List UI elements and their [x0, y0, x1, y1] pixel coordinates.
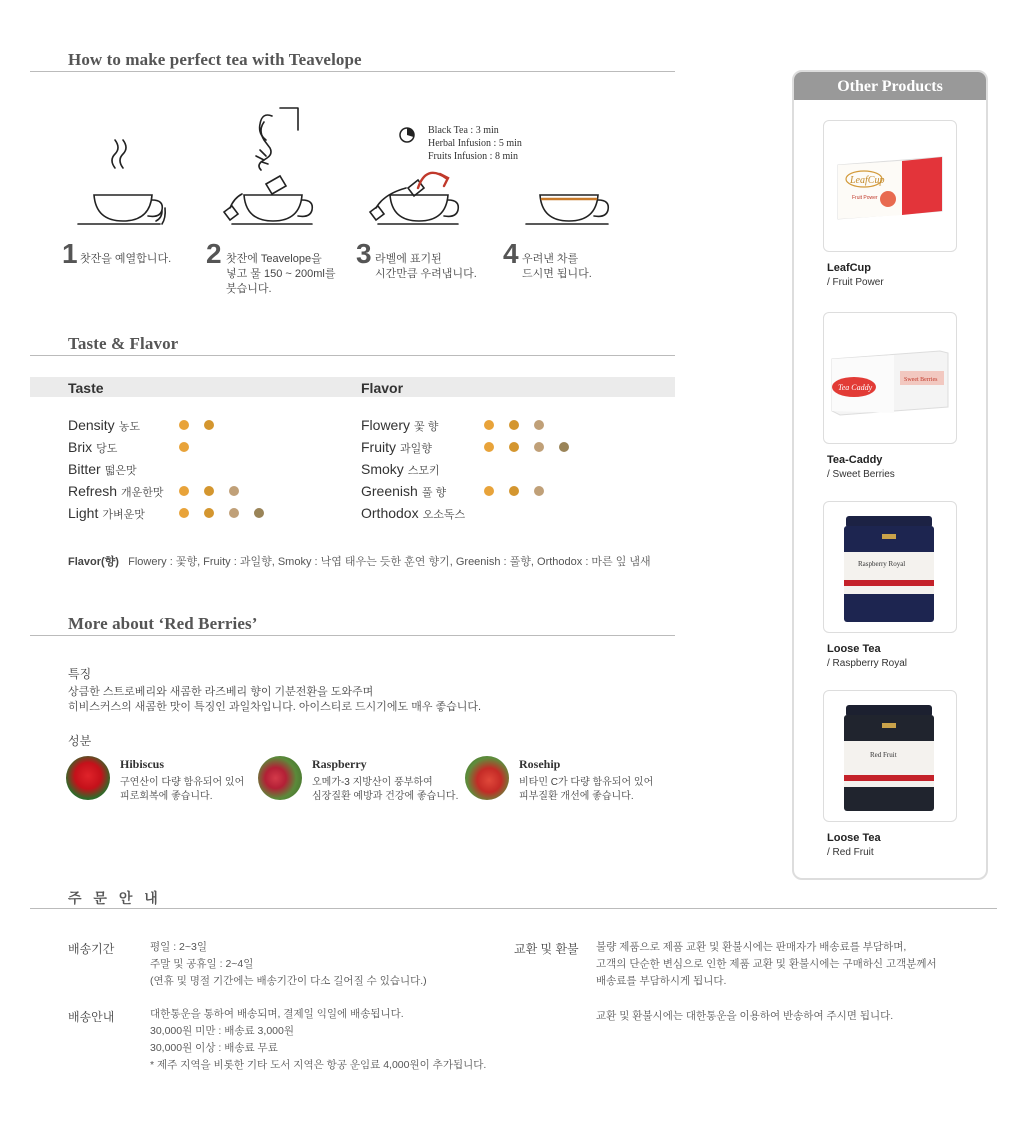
product-leafcup-thumbnail[interactable] [823, 120, 957, 252]
product-teacaddy-thumbnail[interactable] [823, 312, 957, 444]
taste-level-dot [179, 442, 189, 452]
steep-times [428, 124, 522, 163]
product-2-name[interactable]: Tea-Caddy [827, 454, 883, 466]
taste-label-ko: 가벼운맛 [102, 509, 145, 521]
taste-flavor-divider [30, 355, 675, 356]
flavor-row-smoky [361, 461, 440, 478]
more-about-title: More about ‘Red Berries’ [68, 614, 258, 633]
step-2-text: 찻잔에 Teavelope을 넣고 물 150 ~ 200ml를 붓습니다. [226, 253, 336, 295]
step-4-number: 4 [503, 238, 519, 269]
flavor-row-fruity [361, 439, 432, 456]
product-1-sub: / Fruit Power [827, 277, 884, 288]
flavor-label-ko: 풀 향 [421, 487, 447, 499]
order-info-title: 주 문 안 내 [68, 890, 162, 906]
timer-herbal: Herbal Infusion : 5 min [428, 138, 522, 149]
flavor-level-dot [484, 442, 494, 452]
flavor-label: Fruity [361, 439, 396, 455]
flavor-level-dot [484, 486, 494, 496]
step-4-text: 우려낸 차를 드시면 됩니다. [522, 253, 592, 280]
step-1-number: 1 [62, 238, 78, 269]
taste-label: Bitter [68, 461, 101, 477]
rosehip-name: Rosehip [519, 757, 561, 771]
hibiscus-name: Hibiscus [120, 757, 165, 771]
raspberry-desc: 오메가-3 지방산이 풍부하여 심장질환 예방과 건강에 좋습니다. [312, 777, 459, 802]
taste-row-refresh [68, 483, 164, 500]
leafcup-pack-sub: Fruit Power [852, 195, 878, 201]
taste-level-dot [254, 508, 264, 518]
step-1-text: 찻잔을 예열합니다. [80, 253, 172, 265]
taste-label: Light [68, 505, 99, 521]
taste-label: Refresh [68, 483, 118, 499]
flavor-label-ko: 꽃 향 [414, 421, 439, 433]
flavor-row-orthodox [361, 505, 465, 522]
flavor-legend-text: Flowery : 꽃향, Fruity : 과일향, Smoky : 낙엽 태우는 듯한 훈연 향기, Greenish : 풀향, Orthodox : 마른 잎 냄새 [128, 556, 651, 568]
flavor-label: Orthodox [361, 505, 419, 521]
flavor-level-dot [534, 442, 544, 452]
product-raspberry-royal-thumbnail[interactable] [823, 501, 957, 633]
flavor-row-greenish [361, 483, 446, 500]
flavor-label: Smoky [361, 461, 404, 477]
order-info-divider [30, 908, 997, 909]
teavelope-pour-icon [224, 108, 312, 224]
product-2-sub: / Sweet Berries [827, 469, 895, 480]
hibiscus-image [66, 756, 110, 800]
rosehip-desc: 비타민 C가 다량 함유되어 있어 피부질환 개선에 좋습니다. [519, 777, 654, 802]
taste-label: Density [68, 417, 115, 433]
taste-row-bitter [68, 461, 137, 478]
howto-divider [30, 71, 675, 72]
delivery-period-text: 평일 : 2~3일 주말 및 공휴일 : 2~4일 (연휴 및 명절 기간에는 배송기간이 다소 길어질 수 있습니다.) [150, 941, 427, 987]
step-3-number: 3 [356, 238, 372, 269]
flavor-level-dot [559, 442, 569, 452]
exchange-label: 교환 및 환불 [514, 942, 579, 956]
taste-label-ko: 당도 [96, 443, 118, 455]
feature-text: 상큼한 스트로베리와 새콤한 라즈베리 향이 기분전환을 도와주며 히비스커스의 새콤한 맛이 특징인 과일차입니다. 아이스티로 드시기에도 매우 좋습니다. [68, 686, 482, 713]
taste-flavor-title: Taste & Flavor [68, 334, 179, 353]
red-fruit-pack-text: Red Fruit [870, 751, 897, 759]
taste-level-dot [179, 486, 189, 496]
product-4-sub: / Red Fruit [827, 847, 874, 858]
steeping-cup-icon [370, 173, 458, 224]
howto-title: How to make perfect tea with Teavelope [68, 50, 362, 69]
step-3-text: 라벨에 표기된 시간만큼 우려냅니다. [375, 253, 477, 280]
flavor-legend-label: Flavor(향) [68, 556, 119, 568]
flavor-header: Flavor [361, 380, 404, 396]
raspberry-royal-pack-text: Raspberry Royal [858, 560, 906, 568]
flavor-level-dot [534, 486, 544, 496]
timer-icon [398, 126, 416, 144]
ready-tea-cup-icon [526, 195, 608, 224]
product-red-fruit-thumbnail[interactable] [823, 690, 957, 822]
step-2-number: 2 [206, 238, 222, 269]
taste-row-brix [68, 439, 117, 456]
flavor-legend [68, 553, 651, 569]
exchange-text: 불량 제품으로 제품 교환 및 환불시에는 판매자가 배송료를 부담하며, 고객의 단순한 변심으로 인한 제품 교환 및 환불시에는 구매하신 고객분께서 배송료를 부담하시게 됩니다. [596, 941, 937, 987]
product-4-name[interactable]: Loose Tea [827, 832, 881, 844]
flavor-level-dot [484, 420, 494, 430]
delivery-period-label: 배송기간 [68, 942, 115, 956]
other-products-panel [792, 70, 988, 880]
flavor-level-dot [509, 486, 519, 496]
leafcup-box-image [824, 121, 956, 251]
flavor-label-ko: 과일향 [400, 443, 432, 455]
ingredients-label: 성분 [68, 734, 92, 748]
flavor-label-ko: 오소독스 [422, 509, 466, 521]
taste-label: Brix [68, 439, 93, 455]
teacaddy-pack-text: Tea Caddy [838, 383, 873, 392]
taste-level-dot [229, 508, 239, 518]
product-3-sub: / Raspberry Royal [827, 658, 908, 669]
leafcup-pack-text: LeafCup [850, 175, 885, 186]
delivery-info-label: 배송안내 [68, 1010, 115, 1024]
taste-row-light [68, 505, 145, 522]
taste-level-dot [204, 486, 214, 496]
more-about-divider [30, 635, 675, 636]
rosehip-image [465, 756, 509, 800]
red-fruit-tin-image [824, 691, 956, 821]
product-1-name[interactable]: LeafCup [827, 262, 871, 274]
flavor-level-dot [509, 442, 519, 452]
other-products-title: Other Products [794, 72, 986, 100]
flavor-label: Flowery [361, 417, 411, 433]
exchange-text-2: 교환 및 환불시에는 대한통운을 이용하여 반송하여 주시면 됩니다. [596, 1010, 894, 1022]
hibiscus-desc: 구연산이 다량 함유되어 있어 피로회복에 좋습니다. [120, 777, 245, 802]
flavor-label-ko: 스모키 [407, 465, 440, 477]
taste-label-ko: 농도 [118, 421, 140, 433]
timer-black-tea: Black Tea : 3 min [428, 125, 499, 136]
taste-header: Taste [68, 380, 104, 396]
flavor-row-flowery [361, 417, 438, 434]
taste-row-density [68, 417, 140, 434]
taste-label-ko: 떫은맛 [104, 465, 137, 477]
timer-fruits: Fruits Infusion : 8 min [428, 151, 519, 162]
taste-flavor-header-bar [30, 377, 675, 397]
taste-level-dot [204, 508, 214, 518]
delivery-info-text: 대한통운을 통하여 배송되며, 결제일 익일에 배송됩니다. 30,000원 미만 : 배송료 3,000원 30,000원 이상 : 배송료 무료 * 제주 지역을 비롯한 기타 도서 지역은 항공 운임료 4,000원이 추가됩니다. [150, 1008, 487, 1071]
teacaddy-box-image [824, 313, 956, 443]
taste-level-dot [179, 508, 189, 518]
taste-level-dot [204, 420, 214, 430]
flavor-level-dot [534, 420, 544, 430]
steaming-cup-icon [78, 140, 165, 224]
taste-level-dot [179, 420, 189, 430]
howto-illustrations [60, 100, 660, 240]
flavor-level-dot [509, 420, 519, 430]
taste-label-ko: 개운한맛 [121, 487, 164, 499]
raspberry-royal-tin-image [824, 502, 956, 632]
product-3-name[interactable]: Loose Tea [827, 643, 881, 655]
raspberry-name: Raspberry [312, 757, 367, 771]
teacaddy-pack-sub: Sweet Berries [904, 377, 938, 383]
raspberry-image [258, 756, 302, 800]
taste-level-dot [229, 486, 239, 496]
flavor-label: Greenish [361, 483, 418, 499]
feature-label: 특징 [68, 667, 92, 681]
